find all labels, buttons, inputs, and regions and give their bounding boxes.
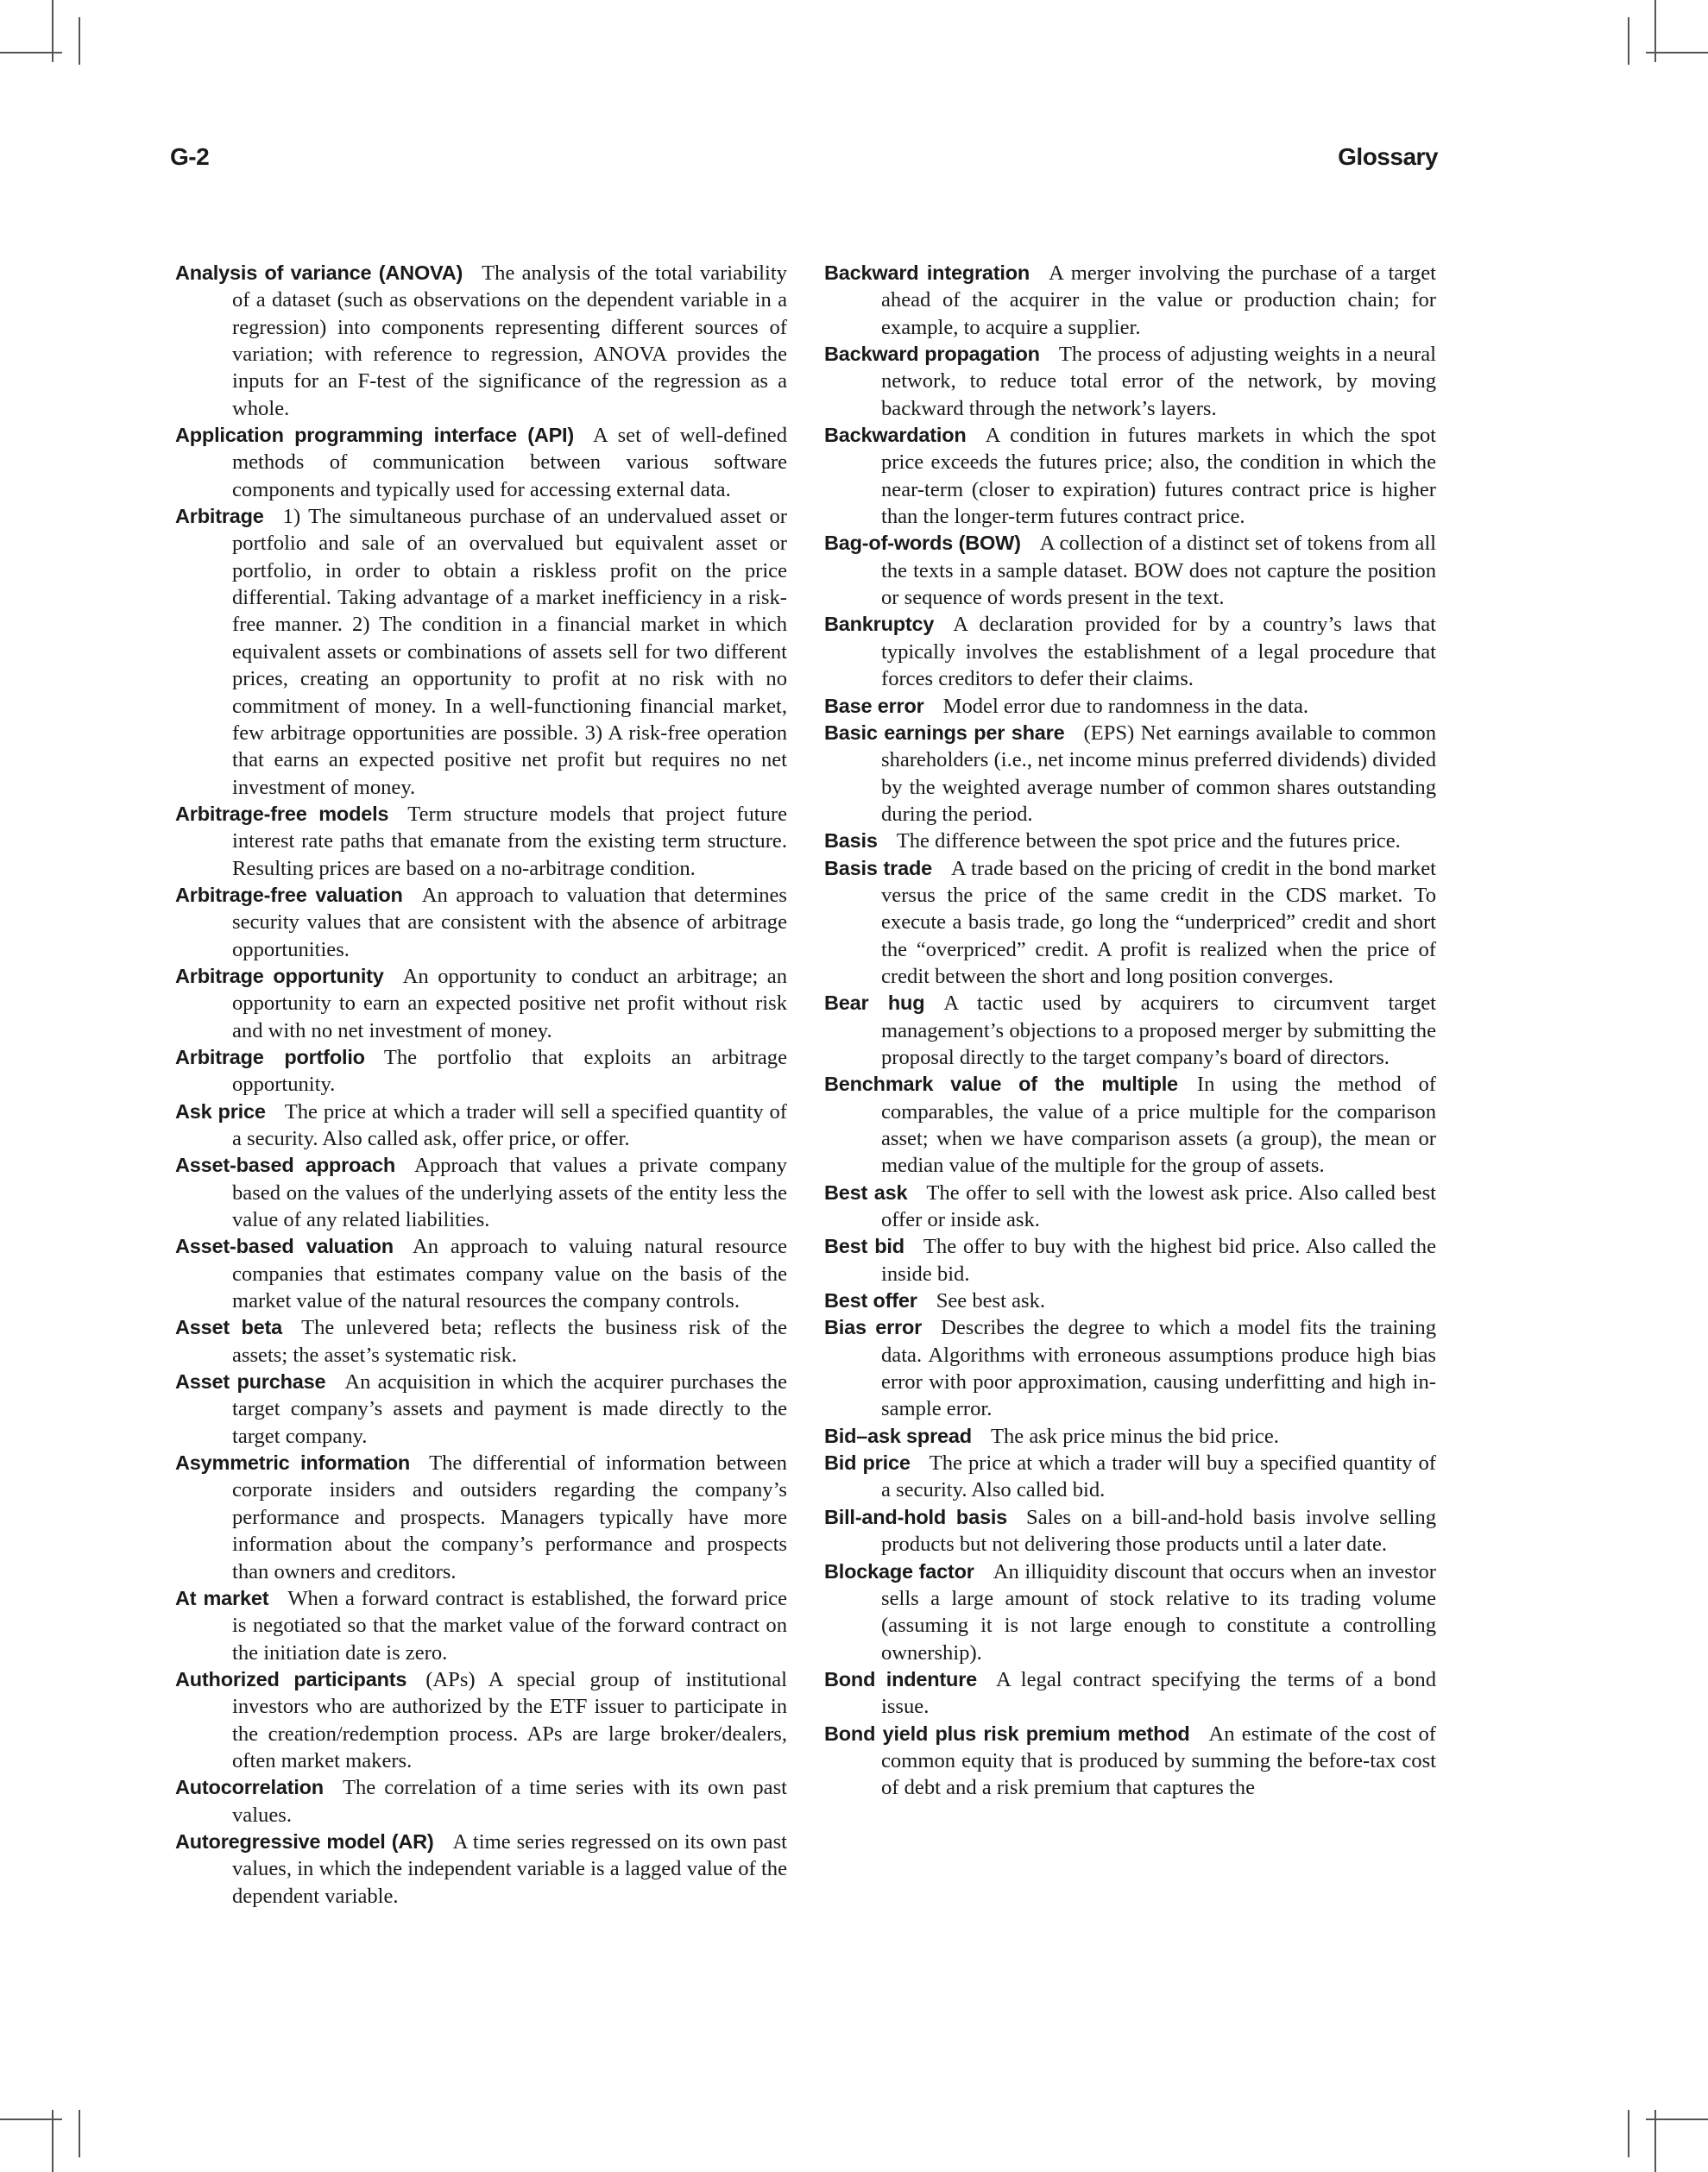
glossary-term: Bear hug (824, 992, 925, 1015)
glossary-definition: An estimate of the cost of common equity that is produced by summing the before-tax cost of debt and a risk premium that captures the (881, 1722, 1436, 1800)
glossary-entry (824, 1071, 1436, 1179)
glossary-term: Benchmark value of the multiple (824, 1073, 1178, 1096)
glossary-term: Blockage factor (824, 1559, 974, 1583)
glossary-definition: The price at which a trader will sell a specified quantity of a security. Also called ask, offer price, or offer. (232, 1099, 787, 1150)
glossary-definition: A tactic used by acquirers to circumvent target management’s objections to a proposed merger by submitting the proposal directly to the target company’s board of directors. (881, 992, 1436, 1069)
glossary-entry (824, 1450, 1436, 1504)
glossary-term: Arbitrage-free models (175, 802, 389, 825)
glossary-term: Asset-based approach (175, 1154, 396, 1177)
glossary-definition: A condition in futures markets in which the spot price exceeds the futures price; also, the condition in which the near-term (closer to expiration) futures contract price is higher than the longer-term futures contract price. (881, 424, 1436, 529)
glossary-definition: The ask price minus the bid price. (990, 1424, 1279, 1448)
crop-mark (1628, 2110, 1629, 2157)
glossary-entry (175, 1099, 787, 1153)
glossary-term: Asset-based valuation (175, 1235, 394, 1258)
glossary-term: Bond yield plus risk premium method (824, 1722, 1190, 1745)
glossary-entry (824, 1287, 1436, 1314)
glossary-term: Authorized participants (175, 1667, 407, 1690)
glossary-definition: A time series regressed on its own past values, in which the independent variable is a lagged value of the dependent variable. (232, 1829, 787, 1908)
glossary-term: Bias error (824, 1316, 923, 1339)
glossary-term: Arbitrage opportunity (175, 964, 384, 987)
glossary-term: Basis (824, 829, 878, 853)
glossary-definition: A legal contract specifying the terms of a bond issue. (881, 1667, 1436, 1719)
glossary-term: At market (175, 1586, 269, 1609)
glossary-definition: The analysis of the total variability of a dataset (such as observations on the dependent variable in a regression) into components representing different sources of variation; with reference to regression, ANOVA provides the inputs for an F-test of the significance of the regression as a whole. (232, 261, 787, 420)
glossary-entry (824, 990, 1436, 1071)
glossary-column-right (824, 260, 1436, 1802)
glossary-definition: The offer to buy with the highest bid price. Also called the inside bid. (881, 1235, 1436, 1286)
glossary-definition: The differential of information between corporate insiders and outsiders regarding the company’s performance and prospects. Managers typically have more information about the company’s performance and prospects than owners and creditors. (232, 1451, 787, 1583)
glossary-entry (824, 1180, 1436, 1234)
glossary-entry (824, 1666, 1436, 1721)
glossary-entry (824, 720, 1436, 828)
glossary-entry (824, 1721, 1436, 1802)
glossary-term: Basis trade (824, 856, 932, 879)
glossary-term: Bid price (824, 1451, 911, 1475)
glossary-definition: A merger involving the purchase of a target ahead of the acquirer in the value or production chain; for example, to acquire a supplier. (881, 261, 1436, 339)
glossary-entry (824, 422, 1436, 530)
glossary-definition: When a forward contract is established, the forward price is negotiated so that the market value of the forward contract on the initiation date is zero. (232, 1586, 787, 1665)
glossary-entry (824, 1504, 1436, 1558)
page-number: G-2 (170, 143, 210, 170)
glossary-term: Autocorrelation (175, 1776, 324, 1799)
glossary-definition: A declaration provided for by a country’s laws that typically involves the establishment of a legal procedure that forces creditors to defer their claims. (881, 613, 1436, 691)
glossary-definition: The price at which a trader will buy a specified quantity of a security. Also called bid. (881, 1451, 1436, 1502)
glossary-definition: An approach to valuation that determines security values that are consistent with the absence of arbitrage opportunities. (232, 883, 787, 961)
glossary-entry (175, 1666, 787, 1774)
glossary-definition: Approach that values a private company based on the values of the underlying assets of the entity less the value of any related liabilities. (232, 1154, 787, 1232)
glossary-term: Bond indenture (824, 1667, 978, 1690)
glossary-entry (175, 1369, 787, 1450)
glossary-entry (175, 422, 787, 503)
glossary-term: Autoregressive model (AR) (175, 1829, 434, 1853)
crop-mark (52, 2110, 54, 2172)
glossary-term: Bag-of-words (BOW) (824, 532, 1021, 555)
glossary-term: Asset purchase (175, 1370, 326, 1394)
glossary-definition: An approach to valuing natural resource companies that estimates company value on the basis of the market value of the natural resources the company controls. (232, 1235, 787, 1313)
glossary-term: Best bid (824, 1235, 904, 1258)
glossary-term: Basic earnings per share (824, 721, 1065, 744)
glossary-entry (824, 855, 1436, 991)
glossary-definition: See best ask. (936, 1289, 1046, 1313)
glossary-entry (824, 1314, 1436, 1422)
glossary-definition: In using the method of comparables, the value of a price multiple for the comparison asset; when we have comparison assets (a group), the mean or median value of the multiple for the group of assets. (881, 1073, 1436, 1178)
glossary-definition: Term structure models that project future interest rate paths that emanate from the existing term structure. Resulting prices are based on a no-arbitrage condition. (232, 802, 787, 880)
glossary-entry (175, 1233, 787, 1314)
glossary-term: Arbitrage-free valuation (175, 883, 403, 906)
glossary-definition: Describes the degree to which a model fits the training data. Algorithms with erroneous assumptions produce high bias error with poor approximation, causing underfitting and high in-sample error. (881, 1316, 1436, 1421)
glossary-definition: The offer to sell with the lowest ask price. Also called best offer or inside ask. (881, 1180, 1436, 1232)
glossary-term: Backward propagation (824, 343, 1040, 366)
glossary-term: Application programming interface (API) (175, 424, 575, 447)
glossary-term: Asymmetric information (175, 1451, 411, 1475)
glossary-entry (824, 260, 1436, 341)
glossary-entry (824, 1558, 1436, 1666)
glossary-definition: An illiquidity discount that occurs when an investor sells a large amount of stock relative to its trading volume (assuming it is not large enough to constitute a controlling ownership). (881, 1559, 1436, 1665)
glossary-entry (175, 1152, 787, 1233)
glossary-definition: Model error due to randomness in the data. (942, 694, 1309, 718)
glossary-entry (824, 1423, 1436, 1450)
glossary-term: Best offer (824, 1289, 917, 1313)
crop-mark (1654, 2110, 1656, 2172)
glossary-entry (175, 503, 787, 801)
glossary-definition: A collection of a distinct set of tokens from all the texts in a sample dataset. BOW does not capture the position or sequence of words present in the text. (881, 532, 1436, 610)
glossary-definition: The unlevered beta; reflects the business risk of the assets; the asset’s systematic risk. (232, 1316, 787, 1367)
glossary-entry (175, 801, 787, 882)
glossary-definition: (EPS) Net earnings available to common shareholders (i.e., net income minus preferred dividends) divided by the weighted average number of common shares outstanding during the period. (881, 721, 1436, 826)
glossary-entry (175, 1829, 787, 1910)
glossary-definition: A trade based on the pricing of credit in the bond market versus the price of the same credit in the CDS market. To execute a basis trade, go long the “underpriced” credit and short the “overpriced” credit. A profit is realized when the price of credit between the short and long position converges. (881, 856, 1436, 988)
glossary-definition: An acquisition in which the acquirer purchases the target company’s assets and payment is made directly to the target company. (232, 1370, 787, 1448)
glossary-entry (824, 828, 1436, 854)
glossary-entry (175, 1314, 787, 1369)
glossary-entry (824, 693, 1436, 720)
glossary-column-left (175, 260, 787, 1910)
glossary-entry (824, 341, 1436, 422)
glossary-term: Ask price (175, 1099, 266, 1123)
glossary-term: Backward integration (824, 261, 1030, 284)
glossary-term: Arbitrage portfolio (175, 1045, 365, 1068)
glossary-term: Backwardation (824, 424, 967, 447)
glossary-term: Arbitrage (175, 505, 264, 528)
glossary-entry (824, 611, 1436, 692)
crop-mark (79, 17, 80, 65)
glossary-definition: 1) The simultaneous purchase of an undervalued asset or portfolio and sale of an overvalued but equivalent asset or portfolio, in order to obtain a riskless profit on the price differential. Taking advantage of a market inefficiency in a risk-free manner. 2) The condition in a financial market in which equivalent assets or combinations of assets sell for two different prices, creating an opportunity to profit at no risk with no commitment of money. In a well-functioning financial market, few arbitrage opportunities are possible. 3) A risk-free operation that earns an expected positive net profit but requires no net investment of money. (232, 505, 787, 799)
glossary-entry (175, 1044, 787, 1099)
glossary-entry (824, 530, 1436, 611)
glossary-entry (175, 1450, 787, 1585)
glossary-term: Base error (824, 694, 924, 717)
glossary-entry (175, 1774, 787, 1829)
glossary-definition: A set of well-defined methods of communication between various software components and typically used for accessing external data. (232, 424, 787, 501)
glossary-definition: The portfolio that exploits an arbitrage opportunity. (232, 1045, 787, 1097)
crop-mark (1628, 17, 1629, 65)
crop-mark (52, 0, 54, 62)
crop-mark (79, 2110, 80, 2157)
glossary-term: Asset beta (175, 1316, 283, 1339)
glossary-definition: The difference between the spot price and the futures price. (896, 829, 1401, 853)
glossary-term: Best ask (824, 1180, 908, 1204)
glossary-term: Bill-and-hold basis (824, 1505, 1008, 1528)
crop-mark (1654, 0, 1656, 62)
glossary-term: Bid–ask spread (824, 1424, 972, 1447)
glossary-entry (175, 963, 787, 1044)
glossary-definition: An opportunity to conduct an arbitrage; an opportunity to earn an expected positive net profit without risk and with no net investment of money. (232, 964, 787, 1042)
glossary-entry (824, 1233, 1436, 1287)
section-title: Glossary (1338, 143, 1438, 170)
glossary-definition: The correlation of a time series with its own past values. (232, 1776, 787, 1827)
glossary-entry (175, 1585, 787, 1666)
glossary-definition: (APs) A special group of institutional investors who are authorized by the ETF issuer to participate in the creation/redemption process. APs are large broker/dealers, often market makers. (232, 1667, 788, 1772)
glossary-definition: The process of adjusting weights in a neural network, to reduce total error of the network, by moving backward through the network’s layers. (881, 343, 1436, 420)
glossary-term: Bankruptcy (824, 613, 935, 636)
glossary-entry (175, 260, 787, 422)
glossary-definition: Sales on a bill-and-hold basis involve selling products but not delivering those products until a later date. (881, 1505, 1436, 1557)
glossary-term: Analysis of variance (ANOVA) (175, 261, 463, 284)
glossary-entry (175, 882, 787, 963)
